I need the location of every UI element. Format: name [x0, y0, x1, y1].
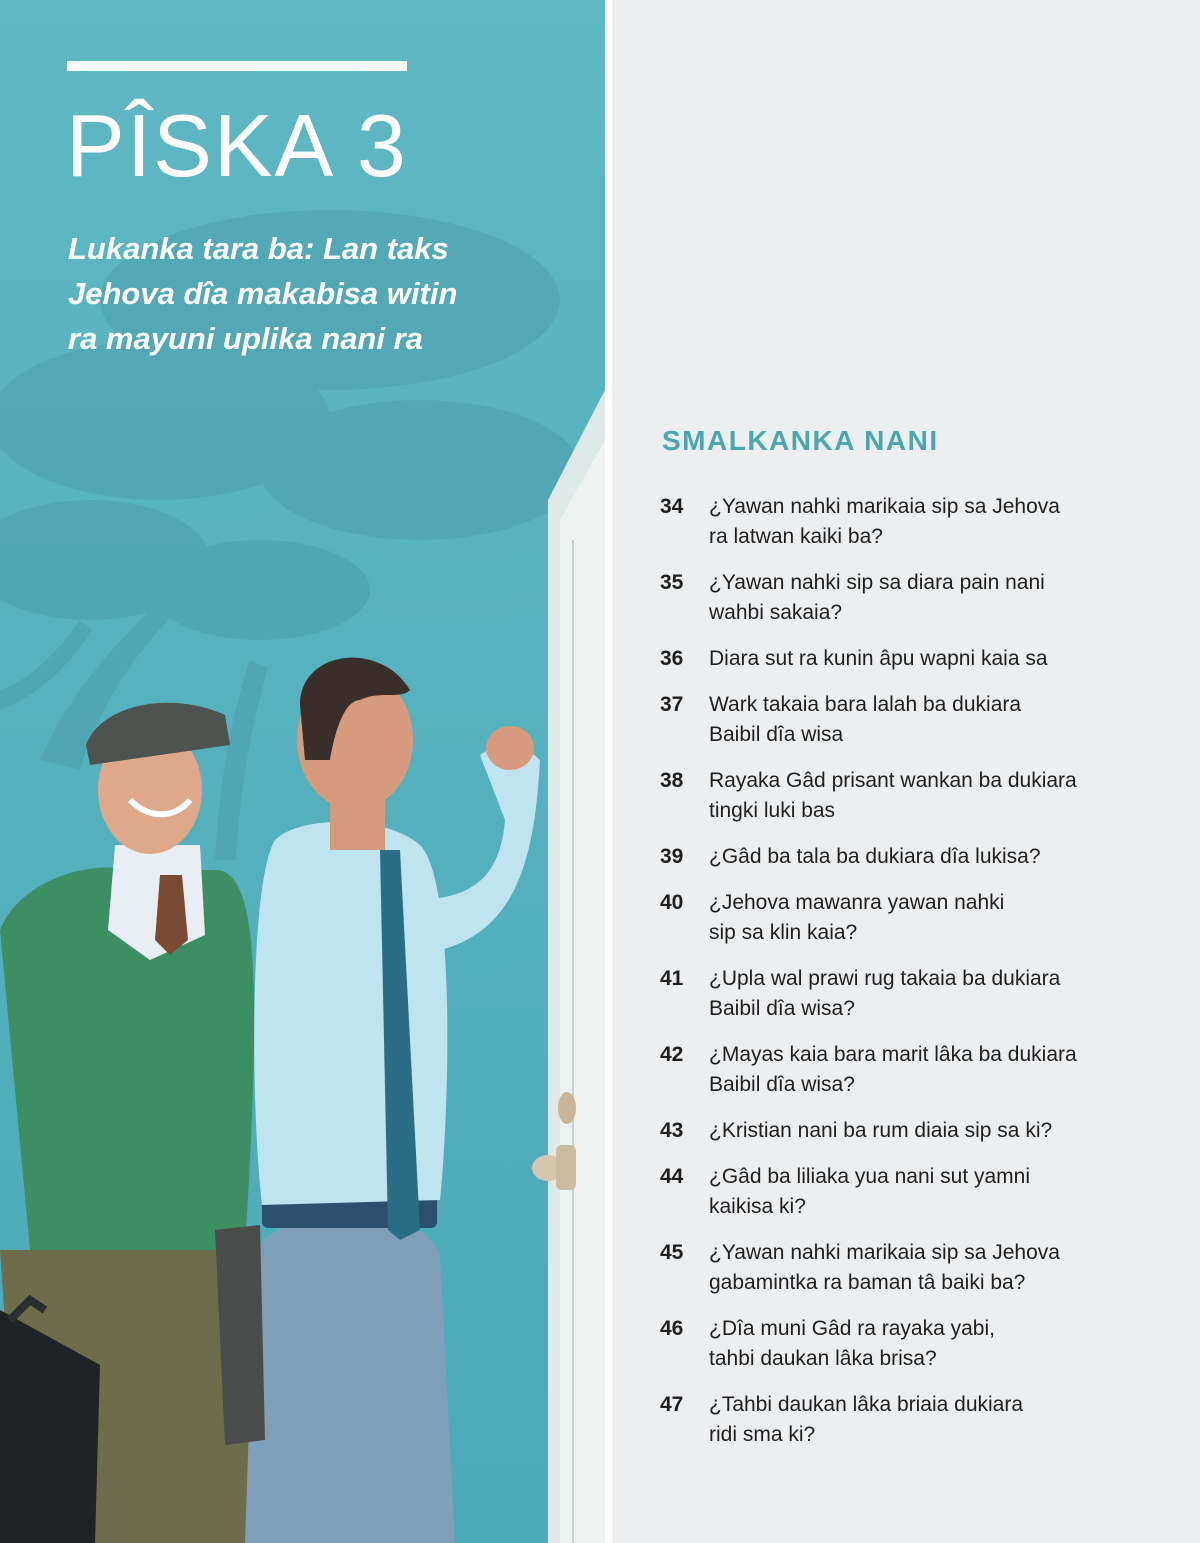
lesson-number: 46 [660, 1317, 684, 1340]
lesson-title-line: tahbi daukan lâka brisa? [709, 1347, 937, 1370]
lesson-number: 39 [660, 845, 684, 868]
lesson-title-line: ¿Upla wal prawi rug takaia ba dukiara [709, 967, 1061, 990]
lesson-title-line: kaikisa ki? [709, 1195, 806, 1218]
lesson-title-line: ¿Dîa muni Gâd ra rayaka yabi, [709, 1317, 995, 1340]
lesson-item[interactable] [660, 766, 1180, 826]
lesson-title-line: tingki luki bas [709, 799, 836, 822]
lesson-title-line: Baibil dîa wisa [709, 723, 844, 746]
lesson-title [709, 492, 1180, 552]
lesson-title [709, 1390, 1180, 1450]
lesson-title-line: wahbi sakaia? [709, 601, 843, 624]
chapter-subtitle [68, 226, 568, 361]
lesson-number: 34 [660, 495, 684, 518]
lesson-title [709, 644, 1180, 674]
lesson-item[interactable] [660, 964, 1180, 1024]
lesson-item[interactable] [660, 644, 1180, 674]
lesson-title-line: ¿Kristian nani ba rum diaia sip sa ki? [709, 1119, 1053, 1142]
lesson-title-line: Rayaka Gâd prisant wankan ba dukiara [709, 769, 1077, 792]
lesson-item[interactable] [660, 1314, 1180, 1374]
lesson-item[interactable] [660, 1040, 1180, 1100]
lesson-title-line: sip sa klin kaia? [709, 921, 858, 944]
subtitle-line: ra mayuni uplika nani ra [68, 321, 423, 356]
lesson-title [709, 1040, 1180, 1100]
lesson-number: 35 [660, 571, 684, 594]
lesson-item[interactable] [660, 842, 1180, 872]
lesson-item[interactable] [660, 690, 1180, 750]
lesson-number: 36 [660, 647, 684, 670]
lesson-title [709, 964, 1180, 1024]
lesson-number: 38 [660, 769, 684, 792]
lesson-number: 41 [660, 967, 684, 990]
lesson-title-line: Diara sut ra kunin âpu wapni kaia sa [709, 647, 1048, 670]
lesson-title-line: Wark takaia bara lalah ba dukiara [709, 693, 1022, 716]
lesson-number: 45 [660, 1241, 684, 1264]
lesson-title-line: ¿Yawan nahki marikaia sip sa Jehova [709, 1241, 1060, 1264]
lesson-title-line: ra latwan kaiki ba? [709, 525, 883, 548]
lesson-number: 44 [660, 1165, 684, 1188]
lesson-item[interactable] [660, 1116, 1180, 1146]
lesson-number: 47 [660, 1393, 684, 1416]
lesson-title-line: ridi sma ki? [709, 1423, 816, 1446]
lesson-title-line: ¿Yawan nahki marikaia sip sa Jehova [709, 495, 1060, 518]
lesson-title [709, 1314, 1180, 1374]
lesson-item[interactable] [660, 492, 1180, 552]
lesson-number: 40 [660, 891, 684, 914]
lesson-number: 43 [660, 1119, 684, 1142]
lesson-title [709, 690, 1180, 750]
lesson-title-line: ¿Mayas kaia bara marit lâka ba dukiara [709, 1043, 1077, 1066]
lesson-item[interactable] [660, 568, 1180, 628]
lesson-item[interactable] [660, 1390, 1180, 1450]
lesson-title-line: ¿Gâd ba tala ba dukiara dîa lukisa? [709, 845, 1041, 868]
panel-divider [605, 0, 612, 1543]
lesson-title [709, 1238, 1180, 1298]
lesson-item[interactable] [660, 888, 1180, 948]
lesson-title [709, 1162, 1180, 1222]
lessons-panel [612, 0, 1200, 1543]
lesson-title-line: gabamintka ra baman tâ baiki ba? [709, 1271, 1026, 1294]
lesson-title [709, 888, 1180, 948]
lessons-list [660, 492, 1180, 1466]
lesson-title [709, 842, 1180, 872]
lesson-number: 37 [660, 693, 684, 716]
lesson-title-line: Baibil dîa wisa? [709, 1073, 855, 1096]
lesson-title [709, 568, 1180, 628]
lesson-title [709, 766, 1180, 826]
chapter-title: PÎSKA 3 [66, 96, 408, 195]
title-rule [67, 61, 407, 71]
lesson-item[interactable] [660, 1162, 1180, 1222]
lesson-title-line: Baibil dîa wisa? [709, 997, 855, 1020]
lesson-number: 42 [660, 1043, 684, 1066]
lesson-title [709, 1116, 1180, 1146]
lesson-title-line: ¿Gâd ba liliaka yua nani sut yamni [709, 1165, 1030, 1188]
lesson-item[interactable] [660, 1238, 1180, 1298]
lesson-title-line: ¿Tahbi daukan lâka briaia dukiara [709, 1393, 1024, 1416]
subtitle-line: Jehova dîa makabisa witin [68, 276, 458, 311]
subtitle-line: Lukanka tara ba: Lan taks [68, 231, 449, 266]
lesson-title-line: ¿Yawan nahki sip sa diara pain nani [709, 571, 1045, 594]
lesson-title-line: ¿Jehova mawanra yawan nahki [709, 891, 1005, 914]
lessons-heading: SMALKANKA NANI [662, 425, 939, 456]
